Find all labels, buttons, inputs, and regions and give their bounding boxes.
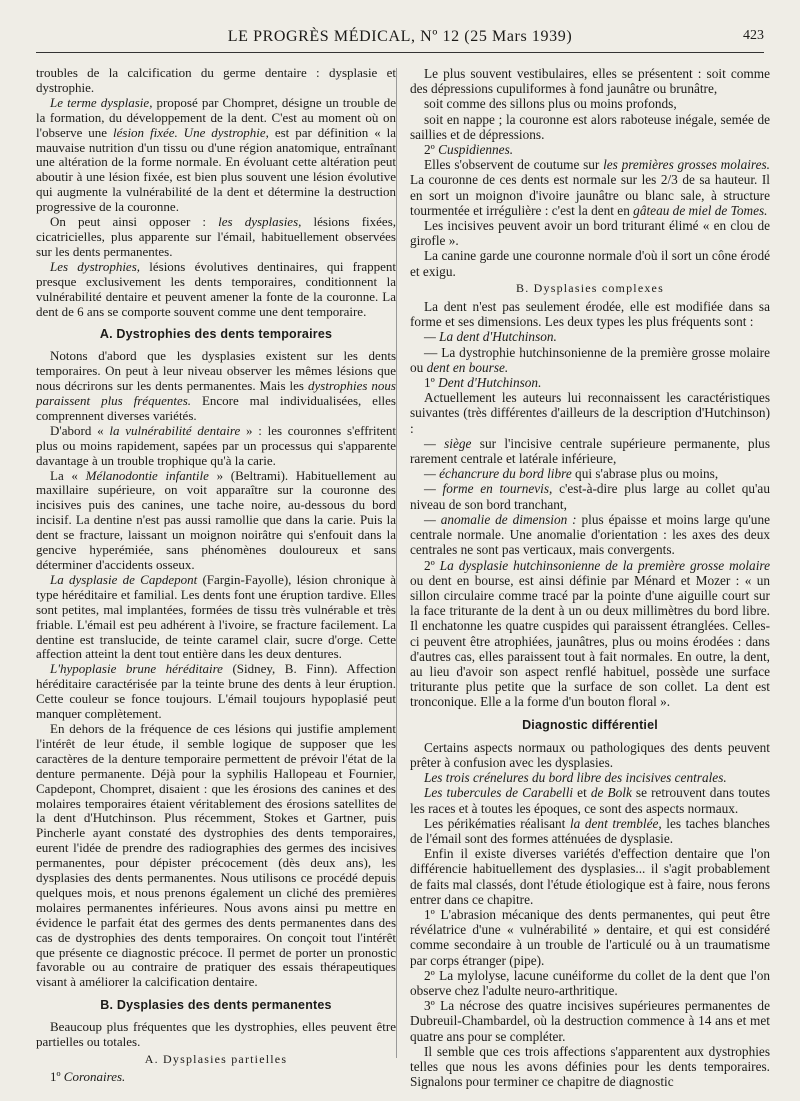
paragraph <box>410 345 770 375</box>
italic-text: la vulnérabilité dentaire <box>109 422 241 438</box>
text: (Sidney, B. Finn). Affection héréditaire caractérisée par la teinte brune des dents à leur éruption. Cette couleur se fonce toujours. L'émail toujours hypoplasié peut manquer complètement. <box>36 661 396 722</box>
text: soit en nappe ; la couronne est alors raboteuse inégale, semée de saillies et de dépressions. <box>410 111 770 142</box>
text: les taches blanches de l'émail sont des formes atténuées de dysplasie. <box>410 815 770 846</box>
text: 3º La nécrose des quatre incisives supérieures permanentes de Dubreuil-Chambardel, où la destruction commence à 14 ans et met quatre ans pour se compléter. <box>410 998 770 1044</box>
left-column <box>36 66 396 1085</box>
text: Beaucoup plus fréquentes que les dystrophies, elles peuvent être partielles ou totales. <box>36 1019 396 1050</box>
text: » : les couronnes s'effritent plus ou moins rapidement, sapées par un processus qui s'apparente davantage à un trouble trophique qu'à la carie. <box>36 422 396 468</box>
italic-text: La dysplasie de Capdepont <box>50 571 198 587</box>
text: Actuellement les auteurs lui reconnaissent les caractéristiques suivantes (très différentes d'ailleurs de la description d'Hutchinson) : <box>410 390 770 436</box>
paragraph <box>36 424 396 469</box>
paragraph <box>410 907 770 968</box>
list-number: 2º <box>424 142 439 158</box>
column-divider <box>396 68 397 1058</box>
italic-text: — La dent d'Hutchinson. <box>424 329 557 345</box>
italic-text: Coronaires. <box>63 1068 126 1084</box>
paragraph <box>410 558 770 710</box>
paragraph <box>36 469 396 573</box>
paragraph <box>410 436 770 466</box>
text: Enfin il existe diverses variétés d'effection dentaire que l'on différencie habituellement des dysplasies... il s'agit probablement de faits mal classés, dont l'étude étiologique est à faire, nous ferons entrer dans ce chapitre. <box>410 846 770 907</box>
text: sur l'incisive centrale supérieure permanente, plus rarement centrale et latérale inférieure, <box>410 435 771 467</box>
text: En dehors de la fréquence de ces lésions qui justifie amplement l'intérêt de leur étude, il semble logique de supposer que les caractères de la denture temporaire permettent de prévoir l'état de la denture permanente. Déjà pour la syphilis Hallopeau et Fournier, Capdepont, Chompret, disaient : que les érosions des canines et des molaires temporaires étaient véritablement des érosions satellites de la dent d'Hutchinson. Plus récemment, Stokes et Gartner, puis Pincherle ayant constaté des dystrophies des dents temporaires, eurent l'idée de prendre des radiographies des germes des incisives permanentes, pour dépister précocement (dès deux ans), les dysplasies des dents permanentes. Nous utilisons ce procédé depuis quelques mois, et nous prenons également un cliché des premières molaires permanentes inférieures. Nous avons ainsi pu mettre en évidence le parfait état des germes des dents permanentes dans des cas de dystrophies des dents temporaires. On conçoit tout l'intérêt que présente ce diagnostic précoce. Il permet de porter un pronostic favorable ou au contraire de pratiquer des essais thérapeutiques visant à améliorer la calcification dentaire. <box>36 720 396 990</box>
text: c'est-à-dire plus large au collet qu'au niveau de son bord tranchant, <box>410 481 770 512</box>
italic-text: Le terme dysplasie, <box>50 94 153 110</box>
italic-text: Cuspidiennes. <box>438 142 514 158</box>
paragraph <box>410 329 770 344</box>
text: La « <box>50 467 86 483</box>
italic-text: dent en bourse. <box>426 359 509 375</box>
text: troubles de la calcification du germe dentaire : dysplasie et dystrophie. <box>36 65 396 95</box>
paragraph <box>410 466 770 481</box>
page-header <box>36 26 764 53</box>
italic-text: Les dystrophies, <box>50 258 141 274</box>
paragraph <box>410 770 770 785</box>
text: Elles s'observent de coutume sur <box>424 157 604 173</box>
italic-text: la dent tremblée, <box>569 815 662 831</box>
right-column <box>410 66 770 1089</box>
paragraph <box>36 722 396 990</box>
text: est par définition « la mauvaise nutrition d'un tissu ou d'une région anatomique, entraînant une altération de la forme normale. En évoluant cette altération peut aboutir à une lésion fixée, est bien plus souvent une lésion évolutive qui augmente la vulnérabilité de la dent et détermine la destruction progressive de la couronne. <box>36 124 396 215</box>
list-number: 1º <box>424 375 439 391</box>
paragraph <box>36 349 396 424</box>
text: lésions évolutives dentinaires, qui frappent presque exclusivement les dents temporaires, conditionnent la vulnérabilité dentaire et peuvent amener la fonte de la couronne. La dent de 6 ans se comporte souvent comme une dent temporaire. <box>36 258 396 319</box>
paragraph <box>410 816 770 846</box>
italic-text: les premières grosses molaires. <box>603 157 770 173</box>
text: Notons d'abord que les dysplasies existent sur les dents temporaires. On peut à leur niveau observer les mêmes lésions que nous décrirons sur les dents permanentes. Mais les <box>36 348 396 394</box>
italic-text: L'hypoplasie brune héréditaire <box>50 661 223 677</box>
text: 1º L'abrasion mécanique des dents permanentes, qui peut être révélatrice d'une « vulnérabilité » dentaire, et qui est considéré comme secondaire à un trouble de l'articulé ou à un traumatisme par corps étranger (pipe). <box>410 906 770 968</box>
text: La canine garde une couronne normale d'où il sort un cône érodé et exigu. <box>410 248 770 279</box>
paragraph <box>36 1020 396 1050</box>
text: Encore mal individualisées, elles comprennent diverses variétés. <box>36 393 396 423</box>
paragraph <box>410 375 770 390</box>
text: La couronne de ces dents est normale sur les 2/3 de sa hauteur. Il en sort un moignon d'ivoire jaunâtre ou blanc sale, à structure tourmentée et irrégulière : c'est la dent en <box>410 172 770 218</box>
italic-text: dystrophies nous paraissent plus fréquentes. <box>36 378 396 409</box>
paragraph <box>410 481 770 511</box>
paragraph <box>36 96 396 215</box>
paragraph <box>410 96 770 111</box>
paragraph <box>410 299 770 329</box>
section-heading: B. Dysplasies des dents permanentes <box>100 998 332 1013</box>
text: D'abord « <box>50 422 110 438</box>
text: lésions fixées, cicatricielles, plus apparente sur l'émail, habituellement observées sur les dents permanentes. <box>36 214 397 259</box>
paragraph <box>410 112 770 142</box>
paragraph <box>410 390 770 436</box>
text: plus épaisse et moins large qu'une centrale normale. Une anomalie d'orientation : les axes des deux centrales ne sont pas verticaux, mais convergents. <box>410 511 770 558</box>
paragraph <box>36 66 396 96</box>
paragraph <box>410 846 770 907</box>
paragraph <box>410 998 770 1044</box>
italic-text: gâteau de miel de Tomes. <box>633 202 768 218</box>
section-heading: A. Dystrophies des dents temporaires <box>99 327 333 342</box>
paragraph <box>410 740 770 770</box>
text: — La dystrophie hutchinsonienne de la première grosse molaire ou <box>410 344 770 375</box>
italic-text: Les trois crénelures du bord libre des incisives centrales. <box>424 770 727 786</box>
text: Les incisives peuvent avoir un bord triturant élimé « en clou de girofle ». <box>410 218 770 249</box>
text: et <box>573 785 591 801</box>
italic-text: — forme en tournevis, <box>424 481 553 497</box>
italic-text: La dysplasie hutchinsonienne de la première grosse molaire <box>439 557 770 573</box>
paragraph <box>410 785 770 815</box>
paragraph <box>410 142 770 157</box>
text: » (Beltrami). Habituellement au maxillaire supérieure, on voit apparaître sur la couronne des incisives puis des canines, une tache noire, au-dessous du bord incisif. La dentine n'est pas aussi ramollie que dans la carie. Puis la dent se fracture, laissant un moignon noirâtre qui s'enfouit dans la gencive hyperémiée, sans phénomènes douloureux et sans déterminer d'accidents osseux. <box>36 467 396 572</box>
paragraph <box>410 248 770 278</box>
paragraph <box>410 66 770 96</box>
text: se retrouvent dans toutes les races et à toutes les époques, ce sont des aspects normaux. <box>410 785 770 816</box>
text: Il semble que ces trois affections s'apparentent aux dystrophies telles que nous les avons définies pour les dents temporaires. Signalons pour terminer ce chapitre de diagnostic <box>410 1043 770 1090</box>
text: La dent n'est pas seulement érodée, elle est modifiée dans sa forme et ses dimensions. Les deux types les plus fréquents sont : <box>410 299 770 330</box>
text: qui s'abrase plus ou moins, <box>571 466 719 482</box>
paragraph <box>36 1070 396 1085</box>
list-number: 2º <box>424 557 440 573</box>
section-heading: Diagnostic différentiel <box>522 717 658 732</box>
italic-text: lésion fixée. Une dystrophie, <box>113 124 269 140</box>
italic-text: les dysplasies, <box>218 214 302 230</box>
text: Certains aspects normaux ou pathologiques des dents peuvent prêter à confusion avec les dysplasies. <box>410 739 770 770</box>
running-title: LE PROGRÈS MÉDICAL, Nº 12 (25 Mars 1939) <box>227 28 573 45</box>
list-number: 1º <box>50 1068 64 1084</box>
text: Le plus souvent vestibulaires, elles se présentent : soit comme des dépressions cupuliformes à fond jaunâtre ou brunâtre, <box>410 66 770 97</box>
italic-text: de Bolk <box>590 785 632 801</box>
paragraph <box>410 1044 770 1090</box>
text: proposé par Chompret, désigne un trouble de la formation, du développement de la dent. C'est au moment où on l'observe une <box>36 94 396 140</box>
page-number: 423 <box>743 28 764 43</box>
paragraph <box>410 157 770 218</box>
italic-text: Dent d'Hutchinson. <box>438 375 542 391</box>
italic-text: Les tubercules de Carabelli <box>424 785 574 801</box>
paragraph <box>410 512 770 558</box>
text: (Fargin-Fayolle), lésion chronique à type héréditaire et familial. Les dents font une éruption tardive. Elles sont petites, mal implantées, formées de tissu très vulnérable et très friable. L'émail est peu adhérent à l'ivoire, se fracture facilement. La dentine est translucide, de teinte caramel clair, sucre d'orge. Cette affection atteint la dent tout entière dans les deux dentures. <box>36 571 396 662</box>
italic-text: — échancrure du bord libre <box>424 466 572 482</box>
italic-text: Mélanodontie infantile <box>85 467 209 483</box>
paragraph <box>36 260 396 320</box>
subsection-heading: B. Dysplasies complexes <box>516 280 664 295</box>
paragraph <box>36 215 396 260</box>
italic-text: — anomalie de dimension : <box>424 511 577 527</box>
paragraph <box>36 662 396 722</box>
paragraph <box>410 218 770 248</box>
italic-text: — siège <box>424 435 472 451</box>
subsection-heading: A. Dysplasies partielles <box>144 1052 288 1066</box>
paragraph <box>36 573 396 662</box>
text: On peut ainsi opposer : <box>50 214 219 230</box>
paragraph <box>410 968 770 998</box>
text: 2º La mylolyse, lacune cunéiforme du collet de la dent que l'on observe chez l'adulte neuro-arthritique. <box>410 967 770 998</box>
text: ou dent en bourse, est ainsi définie par Ménard et Mozer : « un sillon circulaire comme tracé par la pointe d'une aiguille court sur la face triturante de la dent à un ou deux millimètres du bord libre. Il enchatonne les quatre cuspides qui paraissent étranglées. Celles-ci peuvent être atrophiées, jaunâtres, plus ou moins érodées : dans d'autres cas, elles paraissent tout à fait normales. En outre, la dent, au lieu d'avoir son aspect renflé habituel, possède une surface triturante plus petite que la surface de son collet. La dent est tronconique. Elle a la forme d'un bouton floral ». <box>410 572 770 710</box>
text: soit comme des sillons plus ou moins profonds, <box>424 96 677 112</box>
text: Les périkématies réalisant <box>424 815 570 831</box>
